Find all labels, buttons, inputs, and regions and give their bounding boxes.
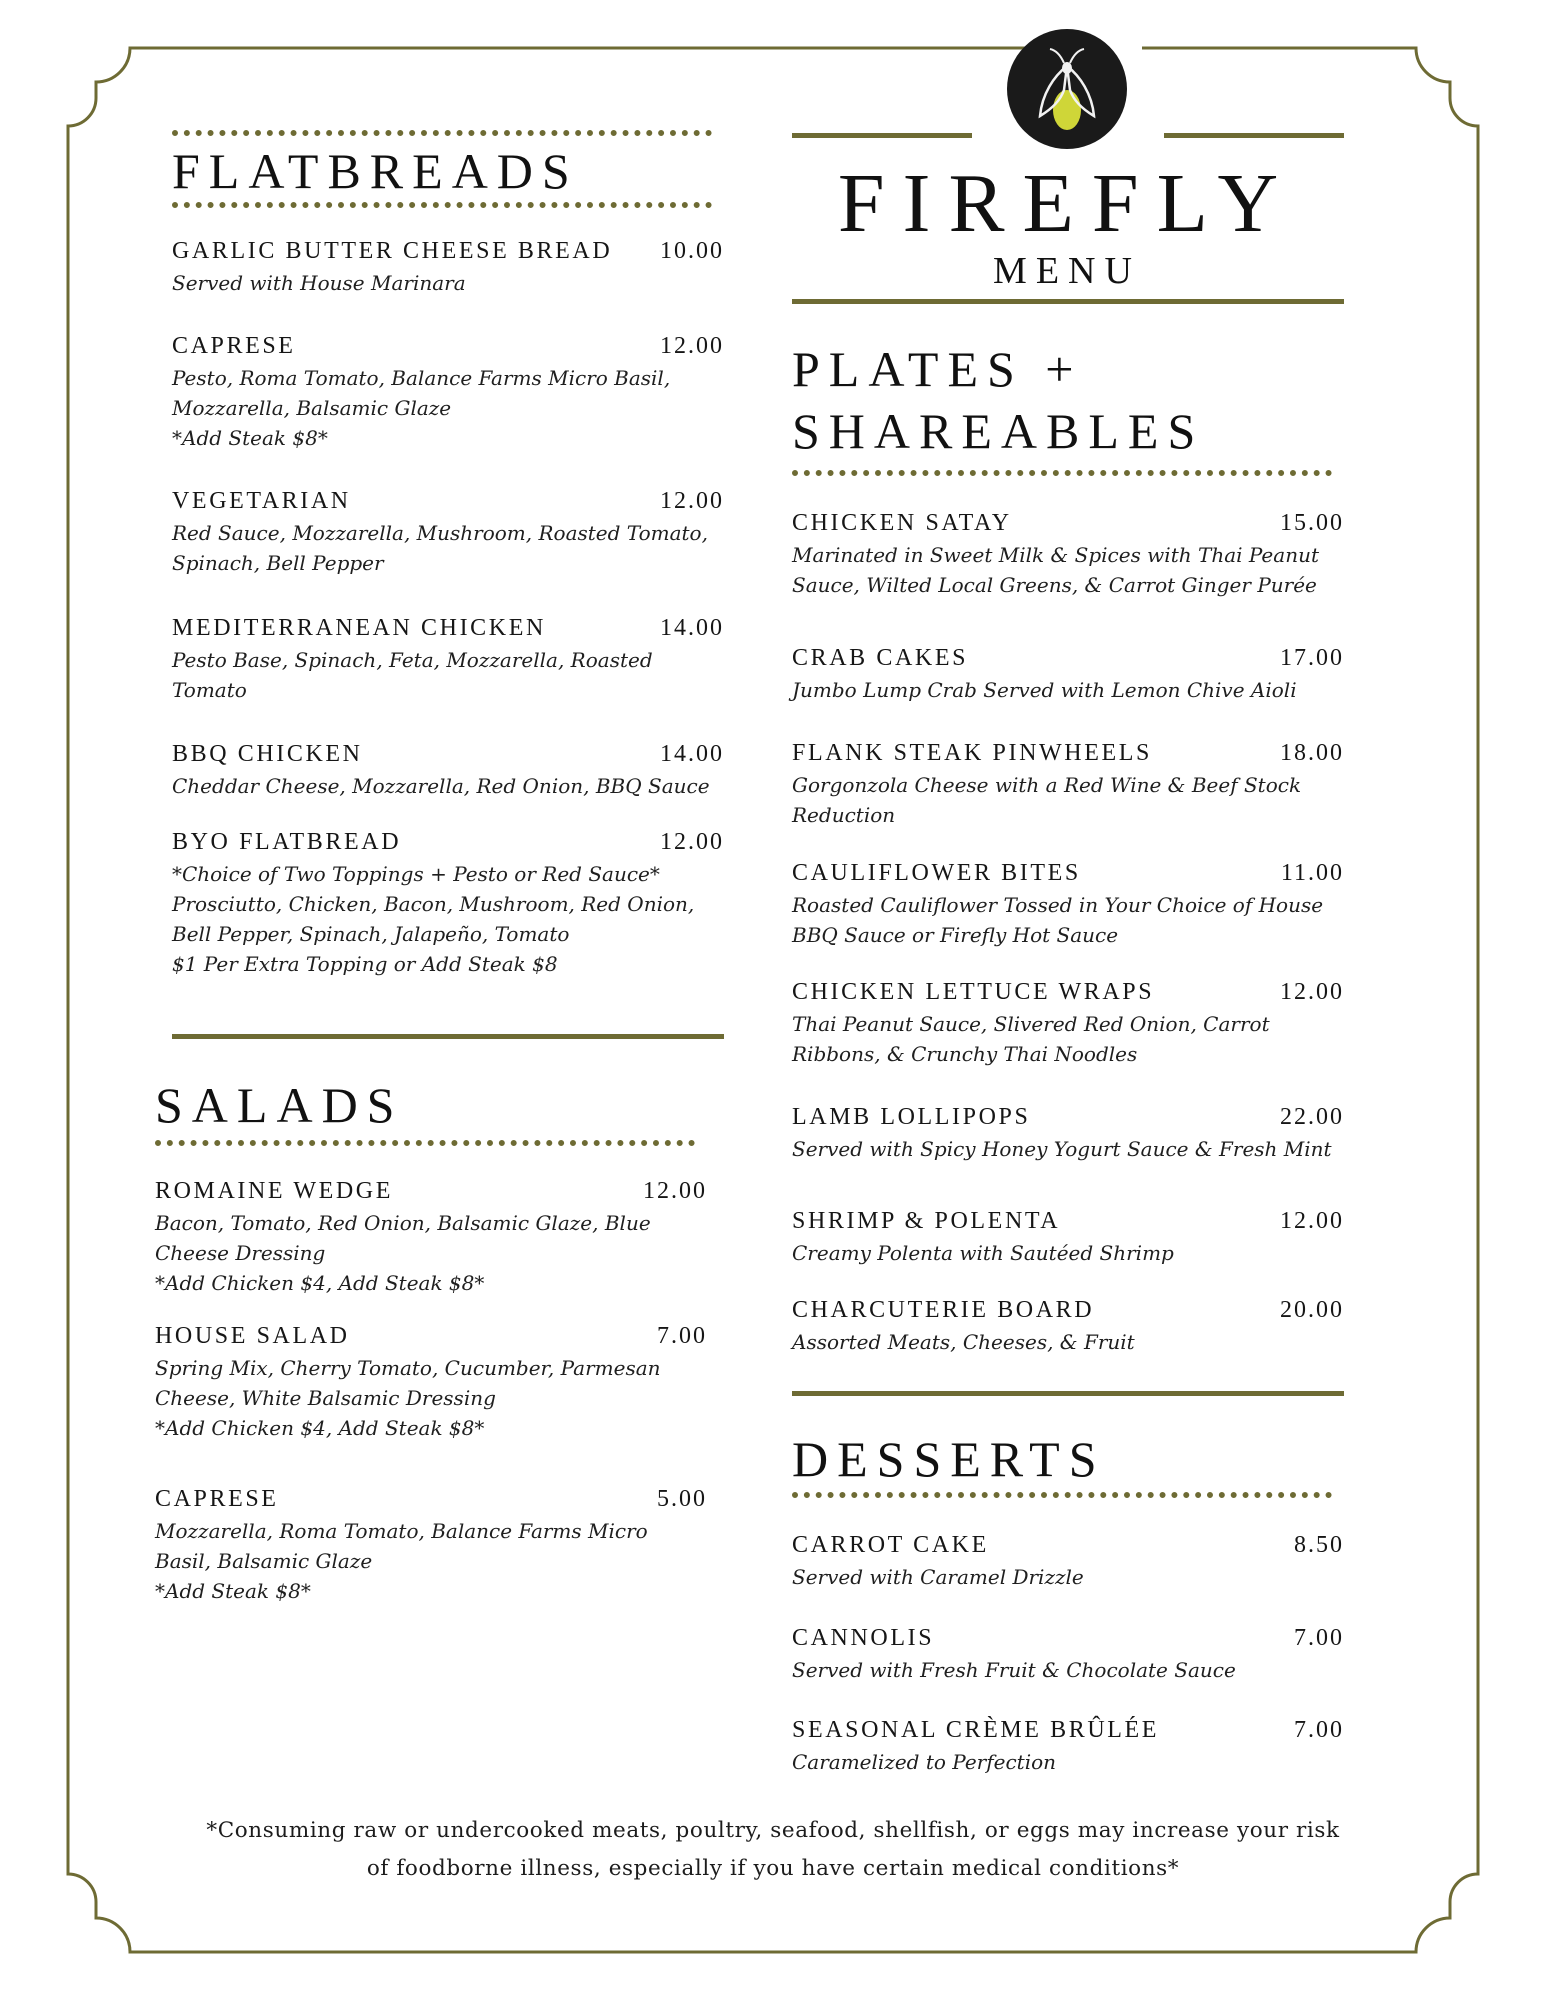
menu-item-price: 12.00 xyxy=(643,1178,707,1204)
menu-item-price: 20.00 xyxy=(1280,1297,1344,1323)
menu-item xyxy=(792,645,1344,705)
menu-item-header xyxy=(172,615,724,645)
menu-item-header xyxy=(172,741,724,771)
menu-item-description xyxy=(172,268,724,298)
menu-item-header xyxy=(792,1625,1344,1655)
menu-item-description xyxy=(792,540,1344,600)
menu-item xyxy=(792,1717,1344,1777)
menu-item-price: 7.00 xyxy=(1294,1625,1344,1651)
menu-item-price: 18.00 xyxy=(1280,740,1344,766)
menu-item-name: CAULIFLOWER BITES xyxy=(792,860,1081,886)
menu-item-description-line: *Add Steak $8* xyxy=(155,1579,311,1603)
menu-item-description-line: Ribbons, & Crunchy Thai Noodles xyxy=(792,1042,1138,1066)
brand-rule-right xyxy=(1164,133,1344,138)
brand-rule-left xyxy=(792,133,972,138)
salads-heading: SALADS xyxy=(155,1077,404,1133)
menu-item-name: MEDITERRANEAN CHICKEN xyxy=(172,615,546,641)
desserts-dots xyxy=(792,1492,1332,1498)
menu-item-description-line: Thai Peanut Sauce, Slivered Red Onion, Carrot xyxy=(792,1012,1270,1036)
menu-item xyxy=(172,333,724,453)
menu-item-header xyxy=(792,1717,1344,1747)
menu-item-description-line: Pesto Base, Spinach, Feta, Mozzarella, Roasted xyxy=(172,648,653,672)
menu-item-description-line: Marinated in Sweet Milk & Spices with Thai Peanut xyxy=(792,543,1319,567)
footer-disclaimer-line2: of foodborne illness, especially if you have certain medical conditions* xyxy=(366,1856,1180,1881)
menu-item-description xyxy=(792,1238,1344,1268)
menu-item-price: 10.00 xyxy=(660,238,724,264)
menu-item-name: SHRIMP & POLENTA xyxy=(792,1208,1061,1234)
flatbreads-rule xyxy=(172,1034,724,1039)
menu-item-header xyxy=(172,333,724,363)
menu-item-header xyxy=(155,1178,707,1208)
menu-item-price: 14.00 xyxy=(660,741,724,767)
menu-item-price: 7.00 xyxy=(1294,1717,1344,1743)
menu-item xyxy=(155,1178,707,1298)
menu-item-description-line: *Add Chicken $4, Add Steak $8* xyxy=(155,1271,485,1295)
menu-item-header xyxy=(792,1208,1344,1238)
menu-item-header xyxy=(792,740,1344,770)
menu-item xyxy=(172,238,724,298)
menu-item-description-line: *Choice of Two Toppings + Pesto or Red Sauce* xyxy=(172,862,660,886)
menu-item-name: CAPRESE xyxy=(155,1486,279,1512)
menu-item-header xyxy=(792,1297,1344,1327)
menu-item-price: 12.00 xyxy=(660,333,724,359)
menu-item-price: 22.00 xyxy=(1280,1104,1344,1130)
menu-item-header xyxy=(792,645,1344,675)
menu-item-description-line: Creamy Polenta with Sautéed Shrimp xyxy=(792,1241,1174,1265)
menu-item-name: ROMAINE WEDGE xyxy=(155,1178,393,1204)
menu-item-description-line: Sauce, Wilted Local Greens, & Carrot Ginger Purée xyxy=(792,573,1317,597)
menu-item-description-line: Served with House Marinara xyxy=(172,271,466,295)
menu-item-description xyxy=(792,1134,1344,1164)
menu-item-name: SEASONAL CRÈME BRÛLÉE xyxy=(792,1717,1160,1743)
menu-item-description xyxy=(792,1009,1344,1069)
menu-item-description-line: $1 Per Extra Topping or Add Steak $8 xyxy=(172,952,558,976)
menu-item-price: 14.00 xyxy=(660,615,724,641)
menu-item-description xyxy=(792,1327,1344,1357)
menu-item-price: 12.00 xyxy=(1280,1208,1344,1234)
menu-item xyxy=(792,1104,1344,1164)
menu-item xyxy=(792,979,1344,1069)
menu-item-description-line: Spinach, Bell Pepper xyxy=(172,551,384,575)
menu-item xyxy=(792,740,1344,830)
menu-item-description-line: Roasted Cauliflower Tossed in Your Choice of House xyxy=(792,893,1324,917)
menu-item-description-line: Gorgonzola Cheese with a Red Wine & Beef Stock xyxy=(792,773,1302,797)
menu-item-name: FLANK STEAK PINWHEELS xyxy=(792,740,1152,766)
menu-item xyxy=(792,1625,1344,1685)
menu-item xyxy=(172,488,724,578)
menu-item-description-line: Caramelized to Perfection xyxy=(792,1750,1057,1774)
menu-item-name: CRAB CAKES xyxy=(792,645,969,671)
menu-item xyxy=(792,860,1344,950)
menu-item-description-line: Served with Spicy Honey Yogurt Sauce & Fresh Mint xyxy=(792,1137,1332,1161)
brand-name: FIREFLY xyxy=(837,157,1297,250)
menu-item-description-line: Mozzarella, Roma Tomato, Balance Farms Micro xyxy=(155,1519,648,1543)
menu-item-header xyxy=(792,1104,1344,1134)
footer-disclaimer-line1: *Consuming raw or undercooked meats, poultry, seafood, shellfish, or eggs may increase your risk xyxy=(206,1818,1340,1843)
menu-item-description-line: Cheese Dressing xyxy=(155,1241,326,1265)
menu-item-price: 8.50 xyxy=(1294,1532,1344,1558)
brand-subtitle: MENU xyxy=(993,250,1141,292)
menu-item xyxy=(155,1486,707,1606)
menu-item xyxy=(172,741,724,801)
menu-item-price: 11.00 xyxy=(1280,860,1344,886)
menu-item-header xyxy=(155,1323,707,1353)
menu-item-description-line: Prosciutto, Chicken, Bacon, Mushroom, Red Onion, xyxy=(172,892,695,916)
menu-item xyxy=(155,1323,707,1443)
menu-item xyxy=(792,510,1344,600)
salads-dots xyxy=(155,1140,695,1146)
menu-item-price: 17.00 xyxy=(1280,645,1344,671)
menu-item xyxy=(172,615,724,705)
flatbreads-heading: FLATBREADS xyxy=(172,143,579,199)
menu-item-description xyxy=(172,363,724,453)
menu-item-name: BYO FLATBREAD xyxy=(172,829,402,855)
menu-item-description-line: Cheese, White Balsamic Dressing xyxy=(155,1386,496,1410)
menu-item-description-line: Bacon, Tomato, Red Onion, Balsamic Glaze, Blue xyxy=(155,1211,651,1235)
menu-item-description-line: Served with Caramel Drizzle xyxy=(792,1565,1084,1589)
menu-item-price: 15.00 xyxy=(1280,510,1344,536)
firefly-icon xyxy=(1006,28,1128,150)
menu-item-description xyxy=(155,1516,707,1606)
menu-item-description xyxy=(172,645,724,705)
menu-item-description-line: Red Sauce, Mozzarella, Mushroom, Roasted Tomato, xyxy=(172,521,708,545)
menu-item-price: 12.00 xyxy=(660,829,724,855)
menu-item-description-line: Tomato xyxy=(172,678,247,702)
menu-item-header xyxy=(792,1532,1344,1562)
menu-item-description xyxy=(792,770,1344,830)
menu-item-description xyxy=(155,1353,707,1443)
menu-item-description-line: Mozzarella, Balsamic Glaze xyxy=(172,396,452,420)
menu-item-description xyxy=(792,1747,1344,1777)
menu-item-description-line: *Add Chicken $4, Add Steak $8* xyxy=(155,1416,485,1440)
menu-item xyxy=(792,1208,1344,1268)
menu-item-price: 7.00 xyxy=(657,1323,707,1349)
menu-item-name: BBQ CHICKEN xyxy=(172,741,363,767)
menu-item-header xyxy=(172,829,724,859)
menu-item-name: CANNOLIS xyxy=(792,1625,935,1651)
menu-item-description xyxy=(155,1208,707,1298)
menu-item-description-line: Pesto, Roma Tomato, Balance Farms Micro Basil, xyxy=(172,366,671,390)
menu-item-description-line: Basil, Balsamic Glaze xyxy=(155,1549,373,1573)
menu-item-description xyxy=(172,518,724,578)
menu-item-name: HOUSE SALAD xyxy=(155,1323,350,1349)
menu-item-description xyxy=(792,1562,1344,1592)
menu-item-name: CARROT CAKE xyxy=(792,1532,989,1558)
menu-item-name: LAMB LOLLIPOPS xyxy=(792,1104,1031,1130)
desserts-heading: DESSERTS xyxy=(792,1431,1106,1487)
menu-item-name: CHARCUTERIE BOARD xyxy=(792,1297,1095,1323)
menu-item-description-line: Spring Mix, Cherry Tomato, Cucumber, Parmesan xyxy=(155,1356,661,1380)
menu-item-description xyxy=(792,1655,1344,1685)
menu-item-name: GARLIC BUTTER CHEESE BREAD xyxy=(172,238,613,264)
plates-dots xyxy=(792,470,1332,476)
menu-item-price: 12.00 xyxy=(660,488,724,514)
menu-item-header xyxy=(172,488,724,518)
menu-item-header xyxy=(792,860,1344,890)
menu-item-name: CHICKEN LETTUCE WRAPS xyxy=(792,979,1155,1005)
plates-heading-line2: SHAREABLES xyxy=(792,403,1205,459)
menu-item-name: VEGETARIAN xyxy=(172,488,351,514)
menu-item xyxy=(172,829,724,979)
menu-item-description xyxy=(792,890,1344,950)
menu-item-price: 5.00 xyxy=(657,1486,707,1512)
menu-item-header xyxy=(792,510,1344,540)
menu-item-description xyxy=(792,675,1344,705)
flatbreads-dots-bottom xyxy=(172,202,712,208)
menu-item-description-line: Bell Pepper, Spinach, Jalapeño, Tomato xyxy=(172,922,570,946)
menu-item-header xyxy=(155,1486,707,1516)
menu-item-price: 12.00 xyxy=(1280,979,1344,1005)
plates-heading-line1: PLATES + xyxy=(792,341,1083,397)
menu-item-description-line: Jumbo Lump Crab Served with Lemon Chive Aioli xyxy=(792,678,1297,702)
menu-item xyxy=(792,1297,1344,1357)
menu-item-description-line: BBQ Sauce or Firefly Hot Sauce xyxy=(792,923,1119,947)
plates-rule xyxy=(792,1391,1344,1396)
menu-item-header xyxy=(172,238,724,268)
menu-item-header xyxy=(792,979,1344,1009)
flatbreads-dots-top xyxy=(172,130,712,136)
menu-item-description-line: Reduction xyxy=(792,803,896,827)
menu-item-description-line: *Add Steak $8* xyxy=(172,426,328,450)
menu-item-description-line: Served with Fresh Fruit & Chocolate Sauce xyxy=(792,1658,1236,1682)
menu-item-name: CHICKEN SATAY xyxy=(792,510,1012,536)
menu-item-name: CAPRESE xyxy=(172,333,296,359)
menu-item-description xyxy=(172,859,724,979)
menu-item-description-line: Assorted Meats, Cheeses, & Fruit xyxy=(792,1330,1135,1354)
brand-rule-bottom xyxy=(792,299,1344,304)
menu-item-description-line: Cheddar Cheese, Mozzarella, Red Onion, BBQ Sauce xyxy=(172,774,710,798)
menu-item xyxy=(792,1532,1344,1592)
menu-item-description xyxy=(172,771,724,801)
